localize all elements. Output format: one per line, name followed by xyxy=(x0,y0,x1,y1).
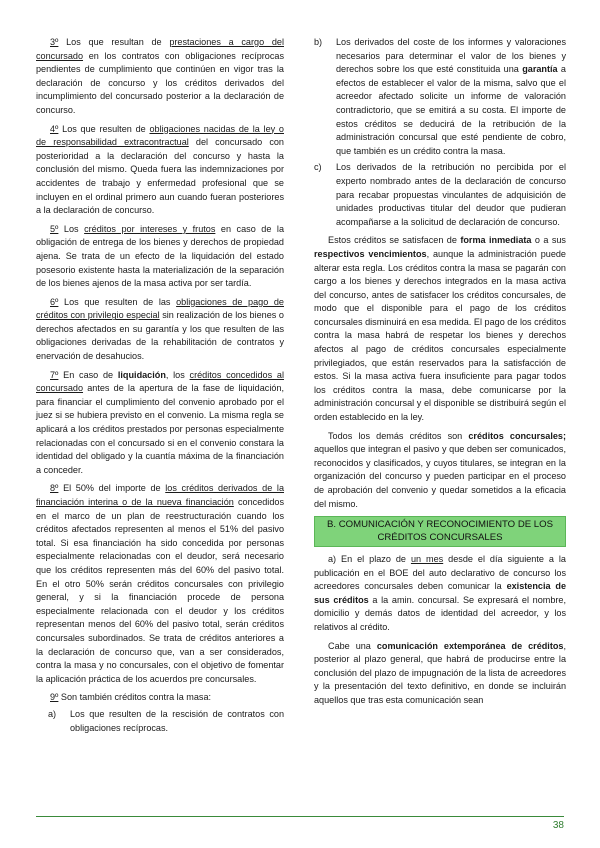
page-number: 38 xyxy=(552,820,564,831)
paragraph-9: 9º Son también créditos contra la masa: xyxy=(50,692,212,703)
right-column xyxy=(314,36,566,713)
paragraph-3: 3º Los que resultan de prestaciones a cargo del concursado en los contratos con obligaciones recíprocas pendientes de cumplimiento que continúen en vigor tras la declaración de concurso y los créditos derivados del incumplimiento del concursado posterior a la declaración de concurso. xyxy=(36,37,284,115)
paragraph-plazo: a) En el plazo de un mes desde el día siguiente a la publicación en el BOE del auto declarativo de concurso los acreedores concursales deben comunicar la existencia de sus créditos a la amin. concursal. Se expresará el nombre, domicilio y demás datos de identidad del acreedor, y los relativos al crédito. xyxy=(314,554,567,632)
footer-divider xyxy=(36,816,564,817)
paragraph-satisfaccion: Estos créditos se satisfacen de forma inmediata o a sus respectivos vencimientos, aunque la administración puede alterar esta regla. Los créditos contra la masa se pagarán con cargo a los bienes y derechos integrados en la masa activa del concurso, antes de satisfacer los créditos concursales, de modo que el disponible para el pago de los créditos concursales disminuirá en esa medida. El pago de los créditos contra la masa habrá de respetar los bienes y derechos afectos al pago de créditos concursales especialmente privilegiados, que están reservados para la satisfacción de estos. Si la masa activa fuera insuficiente para pagar todos los créditos contra la masa, debe comunicarse por la administración concursal y el disponible se distribuirá según el orden establecido en la ley. xyxy=(314,235,566,423)
section-heading: B. COMUNICACIÓN Y RECONOCIMIENTO DE LOS CRÉDITOS CONCURSALES xyxy=(314,516,566,547)
paragraph-extemporanea: Cabe una comunicación extemporánea de créditos, posterior al plazo general, que habrá de producirse entre la conclusión del plazo de impugnación de la lista de acreedores y la presentación del texto definitivo, en donde se incluirán aquellos que tras esta comunicación sean xyxy=(314,640,567,705)
paragraph-5: 5º Los créditos por intereses y frutos en caso de la obligación de entrega de los bienes y derechos de propiedad ajena. Se trata de un efecto de la liquidación del estado posesorio existente hasta la materialización de la separación de los bienes ajenos de la masa activa por ser tardía. xyxy=(36,223,285,289)
paragraph-4: 4º Los que resulten de obligaciones nacidas de la ley o de responsabilidad extracontractual del concursado con posterioridad a la declaración del concurso y hasta la conclusión del mismo. Queda fuera las indemnizaciones por accidentes de trabajo y enfermedad profesional que se incluyen en el ordinal primero aun cuando fueran posteriores a la declaración de concurso. xyxy=(36,123,284,216)
paragraph-6: 6º Los que resulten de las obligaciones de pago de créditos con privilegio especial sin realización de los bienes o derechos afectados en su garantía y los que resulten de las obligaciones derivadas de la rehabilitación de contratos y enervación de desahucios. xyxy=(36,296,284,362)
paragraph-7: 7º En caso de liquidación, los créditos concedidos al concursado antes de la apertura de la fase de liquidación, para financiar el cumplimiento del convenio aprobado por el juez si se hubiera previsto en el convenio. La misma regla se aplicará a los créditos prestados por personas especialmente relacionadas con el concursado si en el convenio constara la identidad del obligado y la cuantía máxima de la financiación a conceder. xyxy=(36,369,284,475)
list-item-c: c) Los derivados de la retribución no percibida por el experto nombrado antes de la declaración de concurso para recabar propuestas vinculantes de adquisición de unidades productivas titular del deudor que pudieran acompañarse a la solicitud de declaración de concurso. xyxy=(314,162,566,227)
left-column xyxy=(36,36,284,738)
paragraph-8: 8º El 50% del importe de los créditos derivados de la financiación interina o de la nueva financiación concedidos en el marco de un plan de reestructuración cuando los créditos afectados representen al menos el 51% del pasivo total. Si esa financiación ha sido concedida por personas especialmente relacionadas con el deudor, será necesario que los créditos representen más del 60% del pasivo total. En el otro 50% serán créditos concursales con privilegio general, y si la financiación procede de persona especialmente relacionada con el deudor y los créditos representan menos del 60% del pasivo total, serán créditos concursales subordinados. Se trata de créditos anteriores a la declaración de concurso que, van a ser considerados, contra la masa y no concursales, con el objetivo de fomentar la aplicación práctica de los acuerdos pre concursales. xyxy=(36,483,284,684)
list-item-b: b) Los derivados del coste de los informes y valoraciones necesarios para determinar el valor de los bienes y derechos sobre los que esté constituida una garantía a efectos de establecer el valor de la misma, salvo que el acreedor afectado solicite un informe de valoración contradictorio, que se emitirá a su costa. El importe de estos créditos se deducirá de la retribución de la administración concursal que esté pendiente de cobro, que también es un crédito contra la masa. xyxy=(314,37,566,156)
paragraph-creditos-concursales: Todos los demás créditos son créditos concursales; aquellos que integran el pasivo y que deben ser comunicados, reconocidos y clasificados, y cuyos titulares, se integran en la organización del concurso y pueden participar en el proceso de aprobación del convenio y quedar sometidos a la eficacia del mismo. xyxy=(314,430,566,509)
list-item-a: a) Los que resulten de la rescisión de contratos con obligaciones recíprocas. xyxy=(48,708,284,733)
